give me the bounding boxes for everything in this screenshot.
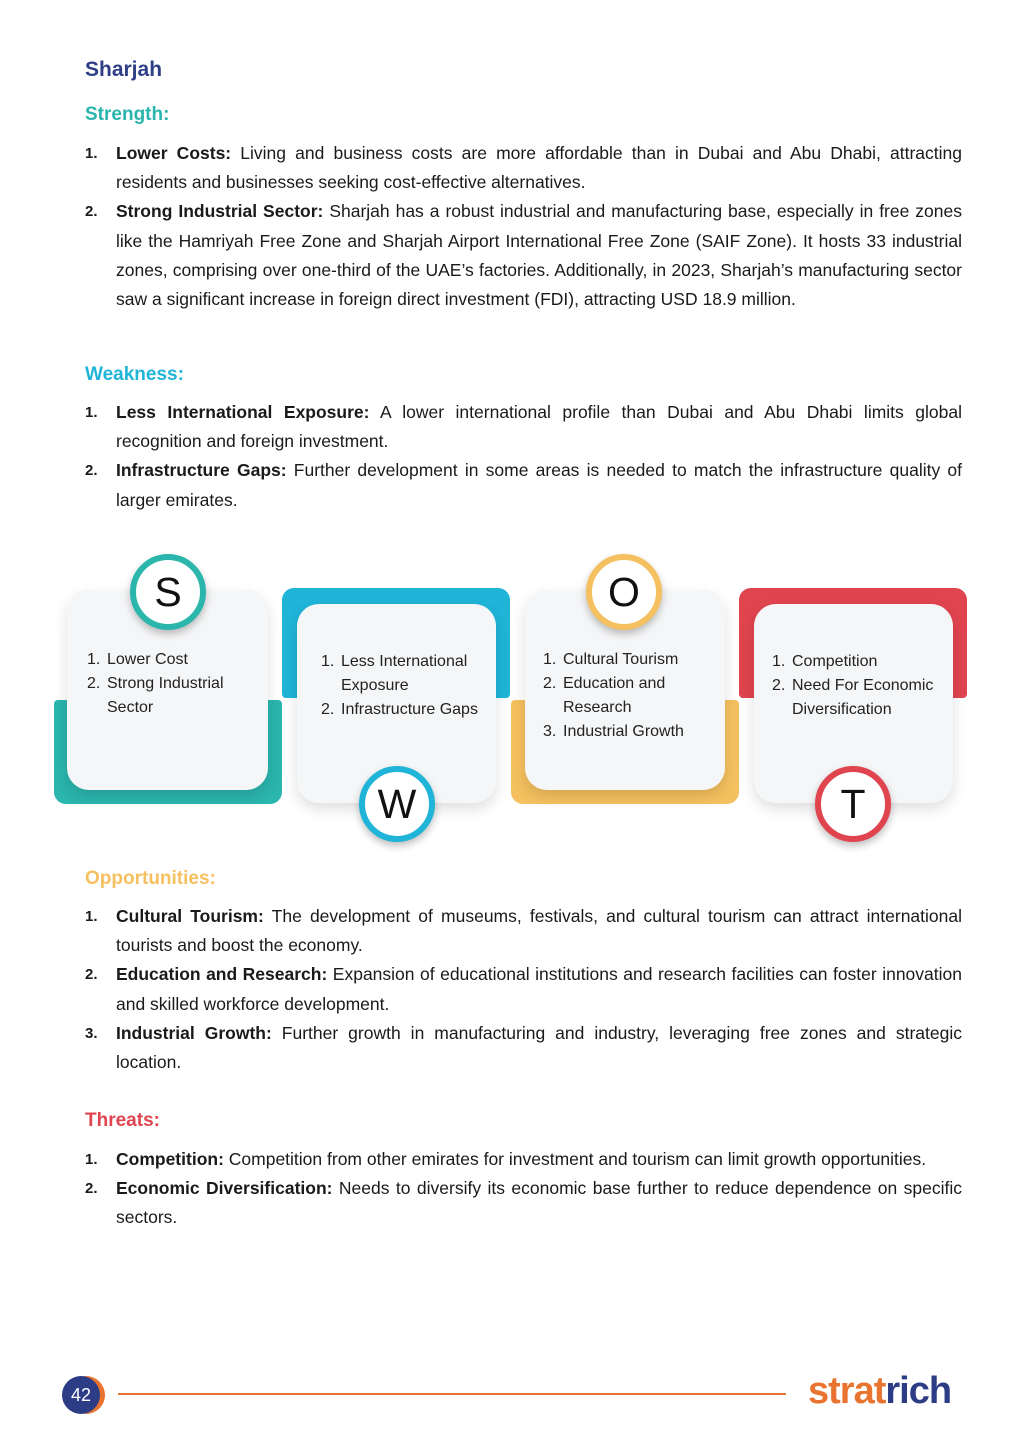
item-text: Expansion of educational institutions and research facilities can foster innovation and skilled workforce development. — [116, 964, 962, 1014]
w-badge: W — [359, 766, 435, 842]
footer-divider — [118, 1393, 786, 1395]
item-text: Needs to diversify its economic base further to reduce dependence on specific sectors. — [116, 1178, 962, 1228]
o-list — [543, 648, 725, 744]
o-item-text: Cultural Tourism — [563, 651, 679, 668]
item-term: Economic Diversification: — [116, 1178, 333, 1199]
o-badge: O — [586, 554, 662, 630]
item-term: Industrial Growth: — [116, 1022, 272, 1043]
list-item — [85, 139, 962, 197]
item-text: A lower international profile than Dubai and Abu Dhabi limits global recognition and foreign investment. — [116, 402, 962, 452]
item-term: Lower Costs: — [116, 143, 232, 163]
logo-text-part2: rich — [885, 1370, 952, 1412]
item-text: Living and business costs are more affordable than in Dubai and Abu Dhabi, attracting residents and businesses seeking cost-effective alternatives. — [116, 143, 962, 193]
t-badge: T — [815, 766, 891, 842]
t-item-text: Competition — [792, 653, 878, 670]
t-item — [772, 674, 944, 722]
list-item — [85, 960, 962, 1018]
s-item — [87, 648, 268, 672]
w-item — [321, 650, 486, 698]
page-title: Sharjah — [85, 58, 163, 81]
strength-list — [85, 139, 962, 314]
list-item — [85, 398, 962, 456]
threats-list — [85, 1145, 962, 1233]
strength-heading: Strength: — [85, 104, 170, 125]
opportunities-heading: Opportunities: — [85, 868, 216, 889]
item-term: Strong Industrial Sector: — [116, 201, 324, 222]
o-item — [543, 672, 725, 720]
item-number: 2. — [85, 1180, 98, 1198]
item-number: 1. — [85, 145, 98, 162]
item-term: Education and Research: — [116, 964, 328, 985]
s-badge: S — [130, 554, 206, 630]
swot-diagram — [50, 540, 980, 860]
item-term: Infrastructure Gaps: — [116, 460, 287, 481]
w-list — [321, 650, 486, 722]
o-item — [543, 648, 725, 672]
stratrich-logo — [808, 1370, 951, 1413]
t-item-text: Need For Economic Diversification — [792, 677, 934, 718]
o-item-number: 3. — [543, 723, 557, 740]
w-item-text: Infrastructure Gaps — [341, 701, 478, 718]
list-item — [85, 1019, 962, 1077]
item-text: Further development in some areas is needed to match the infrastructure quality of larger emirates. — [116, 460, 963, 510]
item-number: 1. — [85, 1151, 98, 1168]
threats-heading: Threats: — [85, 1110, 160, 1131]
w-item-number: 2. — [321, 701, 335, 718]
o-item-text: Education and Research — [563, 675, 666, 716]
weakness-list — [85, 398, 962, 515]
o-item-text: Industrial Growth — [563, 723, 684, 740]
item-text: Competition from other emirates for investment and tourism can limit growth opportunities. — [223, 1149, 927, 1169]
t-list — [772, 650, 944, 722]
s-list — [87, 648, 268, 720]
item-number: 2. — [85, 462, 98, 480]
item-number: 1. — [85, 404, 98, 421]
list-item — [85, 456, 962, 514]
item-term: Less International Exposure: — [116, 402, 370, 422]
o-item-number: 2. — [543, 675, 557, 692]
opportunities-list — [85, 902, 962, 1077]
s-item-text: Strong Industrial Sector — [107, 675, 224, 716]
item-number: 2. — [85, 203, 98, 221]
item-number: 1. — [85, 908, 98, 925]
o-item — [543, 720, 725, 744]
item-number: 2. — [85, 966, 98, 984]
s-item-number: 2. — [87, 675, 101, 692]
t-item-number: 2. — [772, 677, 786, 694]
t-item-number: 1. — [772, 653, 786, 670]
s-item-text: Lower Cost — [107, 651, 188, 668]
item-term: Competition: — [116, 1149, 224, 1169]
t-item — [772, 650, 944, 674]
page-number: 42 — [62, 1376, 100, 1414]
list-item — [85, 197, 962, 314]
logo-text-part1: strat — [808, 1370, 886, 1412]
o-item-number: 1. — [543, 651, 557, 668]
w-item — [321, 698, 486, 722]
s-item — [87, 672, 268, 720]
item-text: The development of museums, festivals, and cultural tourism can attract international tourists and boost the economy. — [116, 906, 962, 956]
item-number: 3. — [85, 1024, 98, 1042]
weakness-heading: Weakness: — [85, 364, 184, 385]
w-item-text: Less International Exposure — [341, 653, 468, 694]
s-item-number: 1. — [87, 651, 101, 668]
list-item — [85, 902, 962, 960]
list-item — [85, 1174, 962, 1232]
item-term: Cultural Tourism: — [116, 906, 264, 926]
w-item-number: 1. — [321, 653, 335, 670]
item-text: Further growth in manufacturing and industry, leveraging free zones and strategic location. — [116, 1022, 962, 1073]
item-text: Sharjah has a robust industrial and manufacturing base, especially in free zones like the Hamriyah Free Zone and Sharjah Airport International Free Zone (SAIF Zone). It hosts 33 industrial zones, comprising over one-third of the UAE’s factories. Additionally, in 2023, Sharjah’s manufacturing sector saw a significant increase in foreign direct investment (FDI), attracting USD 18.9 million. — [116, 201, 963, 310]
list-item — [85, 1145, 962, 1174]
